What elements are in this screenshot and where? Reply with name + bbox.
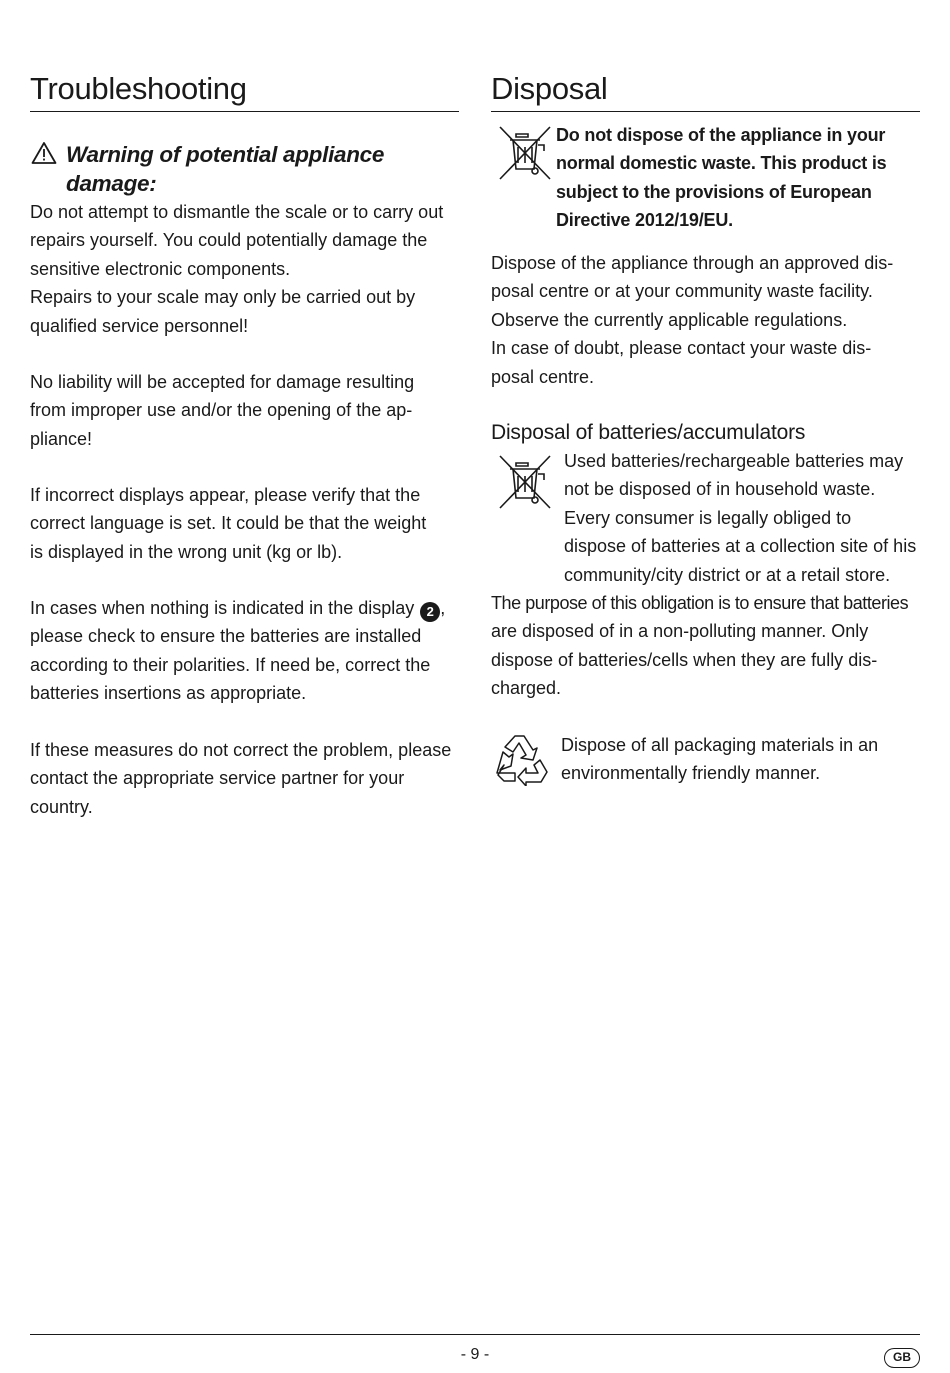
text-line: is displayed in the wrong unit (kg or lb).	[30, 541, 343, 562]
batteries-indented-text	[564, 447, 934, 589]
text-line: contact the appropriate service partner for your	[30, 768, 405, 789]
warning-triangle-icon	[31, 141, 57, 165]
text-line: Observe the currently applicable regulations.	[491, 309, 848, 330]
text-line: Directive 2012/19/EU.	[556, 210, 733, 231]
display-reference-badge: 2	[420, 602, 440, 622]
text-line: country.	[30, 796, 93, 817]
text-line: Do not attempt to dismantle the scale or to carry out	[30, 202, 444, 222]
text-line: pliance!	[30, 428, 93, 449]
packaging-text	[561, 731, 931, 788]
text-line: according to their polarities. If need be, correct the	[30, 654, 431, 675]
disposal-title: Disposal	[491, 71, 608, 106]
text-line: from improper use and/or the opening of the ap-	[30, 400, 413, 421]
paragraph-incorrect-displays	[30, 481, 470, 566]
text-line: If these measures do not correct the problem, please	[30, 740, 452, 760]
text-line: dispose of batteries at a collection site of his	[564, 536, 917, 557]
troubleshooting-title: Troubleshooting	[30, 71, 247, 106]
bold-disposal-notice	[556, 121, 926, 235]
title-underline	[30, 111, 459, 112]
text-line: correct language is set. It could be that the weight	[30, 513, 427, 534]
text-segment: ,	[440, 598, 446, 618]
text-line: community/city district or at a retail store.	[564, 564, 891, 585]
paragraph-liability	[30, 368, 470, 453]
batteries-full-width-text	[491, 589, 931, 703]
paragraph-contact-service	[30, 736, 470, 821]
text-line: qualified service personnel!	[30, 315, 249, 336]
text-line: batteries insertions as appropriate.	[30, 683, 307, 704]
text-line: charged.	[491, 678, 562, 699]
text-line: environmentally friendly manner.	[561, 763, 821, 784]
page-number: - 9 -	[460, 1346, 490, 1363]
text-line: In case of doubt, please contact your waste dis-	[491, 338, 872, 359]
text-line: normal domestic waste. This product is	[556, 153, 887, 174]
text-line: posal centre.	[491, 366, 595, 387]
text-line: Every consumer is legally obliged to	[564, 507, 852, 528]
paragraph-nothing-displayed	[30, 594, 470, 708]
text-line: posal centre or at your community waste facility.	[491, 281, 873, 302]
crossed-out-wheelie-bin-icon	[498, 125, 552, 181]
text-line: repairs yourself. You could potentially damage the	[30, 230, 428, 251]
paragraph-dismantle	[30, 198, 470, 340]
country-code-badge: GB	[884, 1348, 920, 1368]
text-line: sensitive electronic components.	[30, 258, 291, 279]
text-line: Do not dispose of the appliance in your	[556, 125, 886, 145]
paragraph-approved-centre	[491, 249, 931, 391]
text-segment: In cases when nothing is indicated in the display	[30, 598, 415, 618]
recycle-icon	[493, 730, 551, 786]
crossed-out-wheelie-bin-icon	[498, 454, 552, 510]
text-line: subject to the provisions of European	[556, 181, 872, 202]
warning-title	[66, 140, 384, 198]
text-line: not be disposed of in household waste.	[564, 479, 876, 500]
text-line	[30, 594, 470, 622]
text-line: The purpose of this obligation is to ensure that batteries	[491, 593, 909, 613]
text-line: No liability will be accepted for damage resulting	[30, 372, 415, 392]
text-line: Repairs to your scale may only be carried out by	[30, 287, 416, 308]
title-underline	[491, 111, 920, 112]
text-line: dispose of batteries/cells when they are fully dis-	[491, 649, 878, 670]
text-line: please check to ensure the batteries are installed	[30, 626, 422, 647]
footer-rule	[30, 1334, 920, 1335]
text-line: Dispose of the appliance through an approved dis-	[491, 253, 894, 273]
text-line: are disposed of in a non-polluting manner. Only	[491, 621, 869, 642]
batteries-heading: Disposal of batteries/accumulators	[491, 421, 806, 444]
text-line: Used batteries/rechargeable batteries may	[564, 451, 904, 471]
text-line: If incorrect displays appear, please verify that the	[30, 485, 421, 505]
warning-title-line: damage:	[66, 171, 157, 196]
warning-title-line: Warning of potential appliance	[66, 142, 385, 167]
text-line: Dispose of all packaging materials in an	[561, 735, 879, 755]
